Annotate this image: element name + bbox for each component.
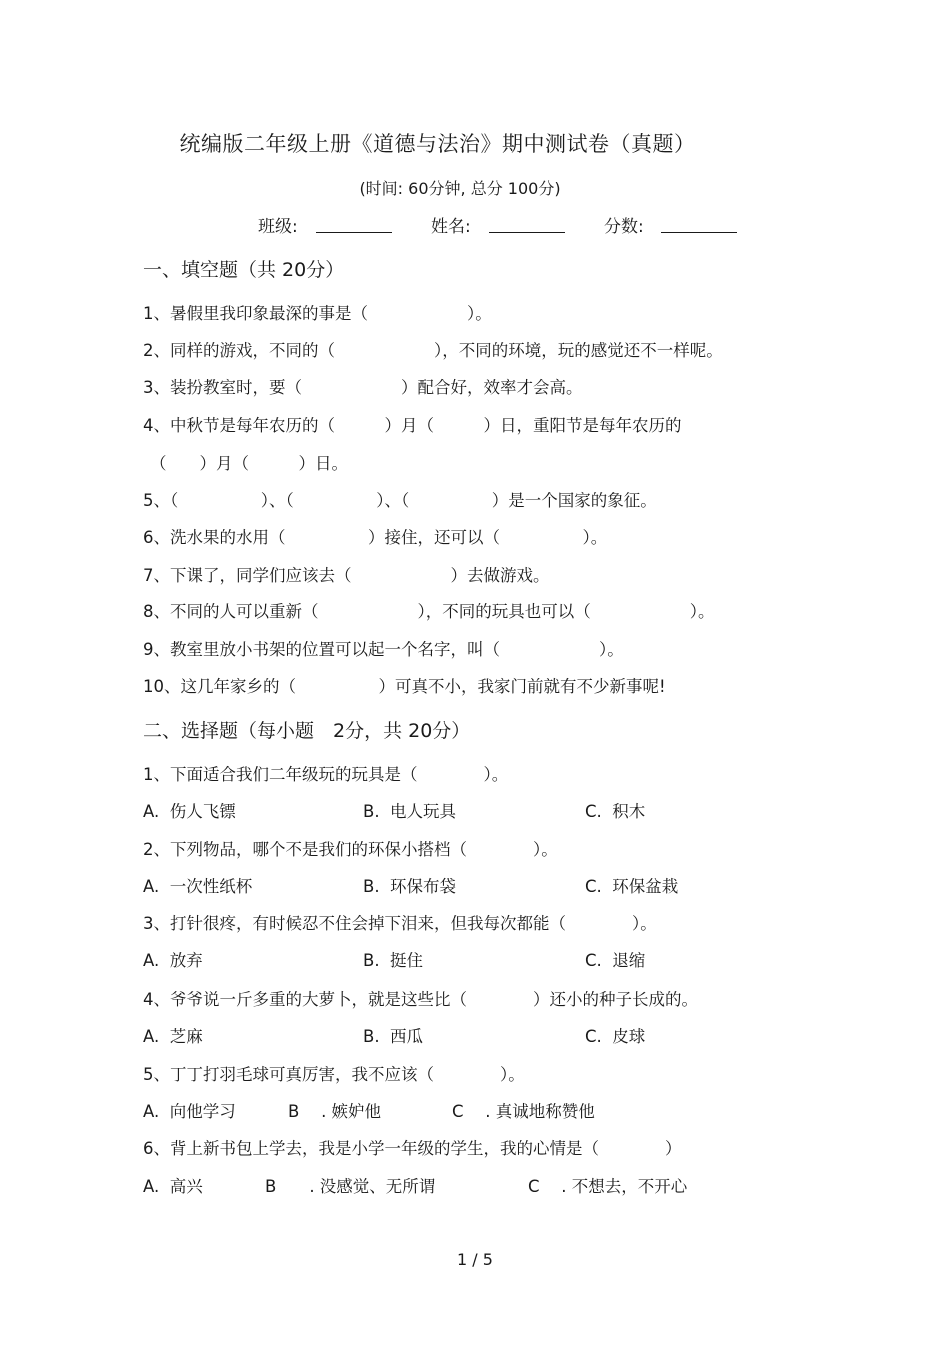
- page-number: 1 / 5: [457, 1250, 493, 1269]
- fill-question: 7、下课了，同学们应该去（ ）去做游戏。: [143, 566, 550, 585]
- choice-option-b: B. 西瓜: [363, 1027, 424, 1046]
- class-label: 班级:: [258, 217, 298, 237]
- choice-option-a: A. 向他学习: [143, 1102, 236, 1121]
- fill-question: 4、中秋节是每年农历的（ ）月（ ）日，重阳节是每年农历的: [143, 416, 682, 435]
- section-choice-heading: 二、选择题（每小题 2分，共 20分）: [143, 720, 471, 742]
- score-blank[interactable]: [661, 232, 737, 233]
- choice-option-c: C. 积木: [585, 802, 646, 821]
- fill-question: 10、这几年家乡的（ ）可真不小，我家门前就有不少新事呢!: [143, 677, 666, 696]
- choice-option-a: A. 伤人飞镖: [143, 802, 236, 821]
- choice-option-b: B . 没感觉、无所谓: [265, 1177, 436, 1196]
- fill-question: 8、不同的人可以重新（ ），不同的玩具也可以（ ）。: [143, 602, 715, 621]
- choice-question: 1、下面适合我们二年级玩的玩具是（ ）。: [143, 765, 509, 784]
- fill-question-continuation: （ ）月（ ）日。: [150, 454, 348, 473]
- fill-question: 5、（ ）、（ ）、（ ）是一个国家的象征。: [143, 491, 657, 510]
- name-label: 姓名:: [431, 217, 471, 237]
- class-blank[interactable]: [316, 232, 392, 233]
- fill-question: 6、洗水果的水用（ ）接住，还可以（ ）。: [143, 528, 608, 547]
- section-fill-in-heading: 一、填空题（共 20分）: [143, 259, 345, 281]
- choice-option-c: C. 皮球: [585, 1027, 646, 1046]
- document-title: 统编版二年级上册《道德与法治》期中测试卷（真题）: [179, 132, 696, 156]
- choice-question: 4、爷爷说一斤多重的大萝卜，就是这些比（ ）还小的种子长成的。: [143, 990, 698, 1009]
- choice-question: 2、下列物品，哪个不是我们的环保小搭档（ ）。: [143, 840, 558, 859]
- name-blank[interactable]: [489, 232, 565, 233]
- choice-question: 6、背上新书包上学去，我是小学一年级的学生，我的心情是（ ）: [143, 1139, 682, 1158]
- choice-option-a: A. 芝麻: [143, 1027, 203, 1046]
- fill-question: 9、教室里放小书架的位置可以起一个名字，叫（ ）。: [143, 640, 624, 659]
- choice-option-b: B. 电人玩具: [363, 802, 457, 821]
- fill-question: 2、同样的游戏，不同的（ ），不同的环境，玩的感觉还不一样呢。: [143, 341, 723, 360]
- choice-option-b: B. 挺住: [363, 951, 424, 970]
- choice-option-a: A. 放弃: [143, 951, 203, 970]
- exam-time-info: (时间: 60分钟, 总分 100分): [359, 179, 561, 198]
- fill-question: 1、暑假里我印象最深的事是（ ）。: [143, 304, 492, 323]
- choice-option-c: C. 退缩: [585, 951, 646, 970]
- choice-option-a: A. 一次性纸杯: [143, 877, 253, 896]
- choice-option-b: B . 嫉妒他: [288, 1102, 382, 1121]
- choice-question: 3、打针很疼，有时候忍不住会掉下泪来，但我每次都能（ ）。: [143, 914, 657, 933]
- choice-question: 5、丁丁打羽毛球可真厉害，我不应该（ ）。: [143, 1065, 525, 1084]
- choice-option-c: C. 环保盆栽: [585, 877, 679, 896]
- choice-option-a: A. 高兴: [143, 1177, 203, 1196]
- choice-option-c: C . 不想去，不开心: [528, 1177, 688, 1196]
- choice-option-b: B. 环保布袋: [363, 877, 457, 896]
- fill-question: 3、装扮教室时，要（ ）配合好，效率才会高。: [143, 378, 583, 397]
- score-label: 分数:: [604, 217, 644, 237]
- choice-option-c: C . 真诚地称赞他: [452, 1102, 595, 1121]
